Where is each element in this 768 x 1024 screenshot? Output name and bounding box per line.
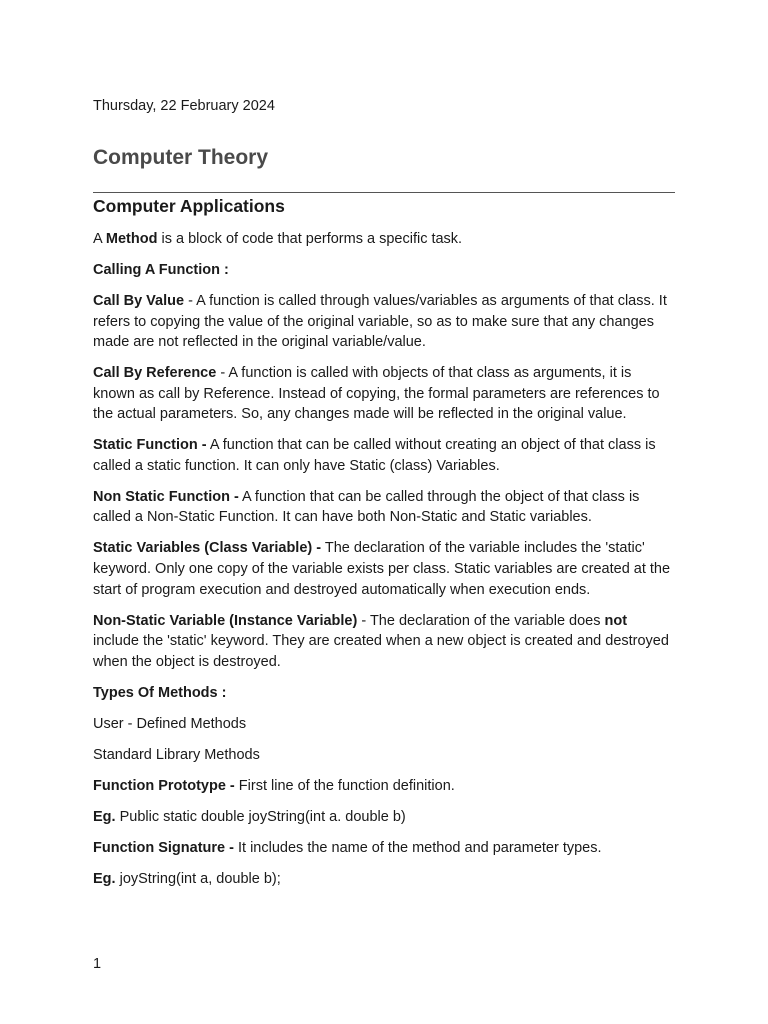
function-signature-paragraph bbox=[93, 838, 675, 859]
call-by-reference-term: Call By Reference bbox=[93, 365, 217, 382]
document-date: Thursday, 22 February 2024 bbox=[93, 98, 275, 114]
call-by-reference-text: - A function is called with objects of that class as arguments, it is known as call by Reference. Instead of copying, the formal parameters are references to the actual parameters. So, any changes made will be reflected in the original value. bbox=[93, 365, 660, 423]
prototype-example-label: Eg. bbox=[93, 808, 116, 825]
static-function-text: A function that can be called without creating an object of that class is called a static function. It can only have Static (class) Variables. bbox=[93, 437, 656, 474]
document-page bbox=[93, 0, 675, 1024]
signature-example bbox=[93, 869, 675, 890]
document-title: Computer Theory bbox=[93, 146, 269, 169]
method-definition bbox=[93, 229, 675, 250]
page-number: 1 bbox=[93, 956, 102, 972]
non-static-variable-text-1: - The declaration of the variable does bbox=[357, 612, 605, 629]
static-variables-text: The declaration of the variable includes the 'static' keyword. Only one copy of the variable exists per class. Static variables are created at the start of program execution and destroyed automatically when execution ends. bbox=[93, 540, 671, 598]
function-prototype-paragraph bbox=[93, 776, 675, 797]
non-static-function-term: Non Static Function - bbox=[93, 488, 239, 505]
non-static-variable-term: Non-Static Variable (Instance Variable) bbox=[93, 612, 358, 629]
user-defined-methods-item: User - Defined Methods bbox=[93, 715, 247, 732]
method-prefix: A bbox=[93, 231, 106, 247]
call-by-reference-paragraph bbox=[93, 363, 675, 425]
signature-example-text: joyString(int a, double b); bbox=[115, 870, 281, 887]
non-static-function-paragraph bbox=[93, 487, 675, 528]
prototype-example bbox=[93, 807, 675, 828]
document-body bbox=[93, 194, 675, 889]
function-prototype-term: Function Prototype - bbox=[93, 777, 235, 794]
static-variables-paragraph bbox=[93, 538, 675, 600]
non-static-variable-text-2: include the 'static' keyword. They are created when a new object is created and destroyed when the object is destroyed. bbox=[93, 633, 669, 670]
types-of-methods-heading-text: Types Of Methods : bbox=[93, 684, 227, 701]
function-signature-term: Function Signature - bbox=[93, 839, 238, 856]
calling-function-heading-text: Calling A Function : bbox=[93, 261, 229, 278]
non-static-variable-emphasis: not bbox=[604, 612, 628, 629]
non-static-function-text: A function that can be called through the object of that class is called a Non-Static Function. It can have both Non-Static and Static variables. bbox=[93, 488, 640, 526]
calling-function-heading bbox=[93, 260, 675, 281]
prototype-example-text: Public static double joyString(int a. double b) bbox=[115, 808, 406, 825]
call-by-value-term: Call By Value bbox=[93, 292, 185, 309]
call-by-value-text: - A function is called through values/variables as arguments of that class. It refers to copying the value of the original variable, so as to make sure that any changes made are not reflected in the original variable/value. bbox=[93, 292, 667, 351]
section-subtitle: Computer Applications bbox=[93, 196, 285, 216]
function-prototype-text: First line of the function definition. bbox=[234, 777, 455, 794]
standard-library-methods-item: Standard Library Methods bbox=[93, 746, 260, 763]
method-text: is a block of code that performs a specific task. bbox=[157, 231, 463, 247]
method-term: Method bbox=[105, 231, 158, 247]
static-variables-term: Static Variables (Class Variable) - bbox=[93, 540, 322, 557]
signature-example-label: Eg. bbox=[93, 870, 116, 887]
types-of-methods-heading bbox=[93, 683, 675, 704]
non-static-variable-paragraph bbox=[93, 611, 675, 673]
title-divider bbox=[93, 192, 675, 193]
call-by-value-paragraph bbox=[93, 291, 675, 353]
static-function-paragraph bbox=[93, 435, 675, 476]
static-function-term: Static Function - bbox=[93, 437, 207, 454]
function-signature-text: It includes the name of the method and parameter types. bbox=[238, 839, 602, 856]
